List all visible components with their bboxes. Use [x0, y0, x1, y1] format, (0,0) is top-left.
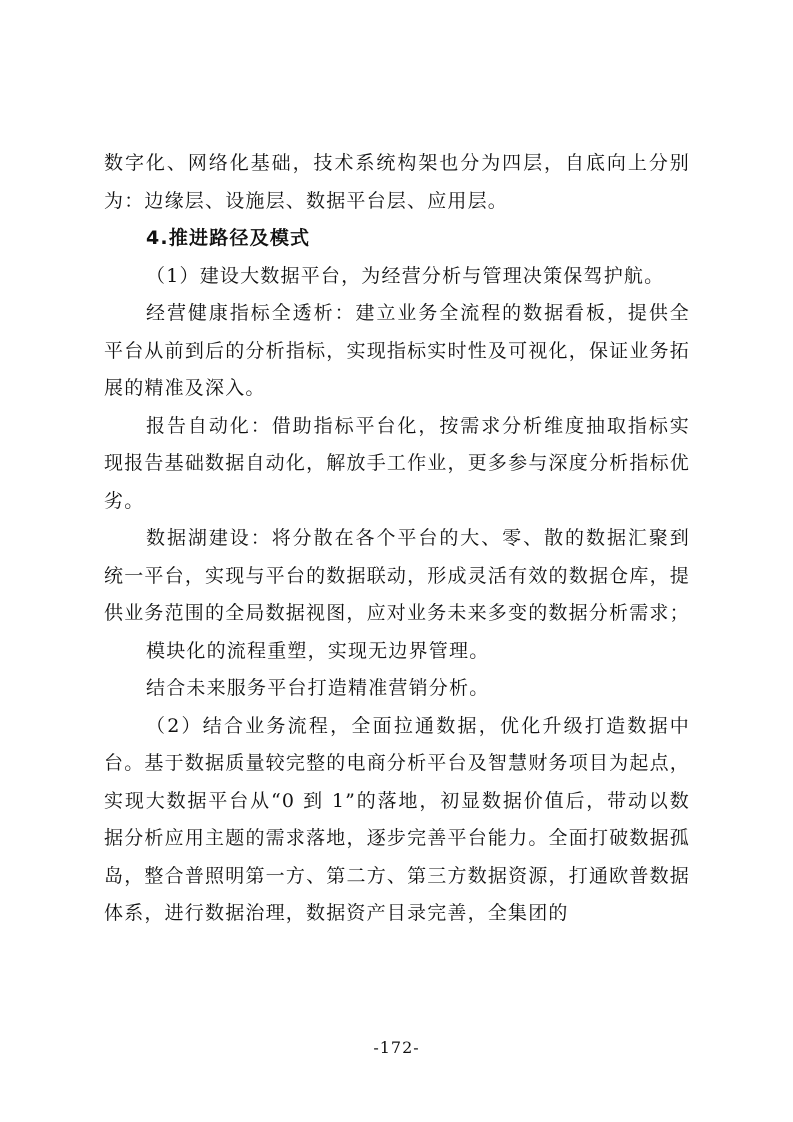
document-body — [104, 145, 690, 933]
page-number: -172- — [373, 1038, 420, 1057]
subsection-heading-1: （1）建设大数据平台，为经营分析与管理决策保驾护航。 — [146, 264, 665, 287]
subsection-paragraph-2: （2）结合业务流程，全面拉通数据，优化升级打造数据中台。基于数据质量较完整的电商分析平台及智慧财务项目为起点，实现大数据平台从“0 到 1”的落地，初显数据价值后，带动以数据分析应用主题的需求落地，逐步完善平台能力。全面打破数据孤岛，整合普照明第一方、第二方、第三方数据资源，打通欧普数据体系，进行数据治理，数据资产目录完善，全集团的 — [104, 714, 690, 924]
paragraph-marketing-analysis: 结合未来服务平台打造精准营销分析。 — [146, 677, 490, 699]
section-heading: 4.推进路径及模式 — [146, 227, 311, 249]
paragraph-process-reshaping: 模块化的流程重塑，实现无边界管理。 — [146, 639, 490, 662]
paragraph-health-indicators: 经营健康指标全透析：建立业务全流程的数据看板，提供全平台从前到后的分析指标，实现指标实时性及可视化，保证业务拓展的精准及深入。 — [104, 302, 690, 399]
paragraph-data-lake: 数据湖建设：将分散在各个平台的大、零、散的数据汇聚到统一平台，实现与平台的数据联动，形成灵活有效的数据仓库，提供业务范围的全局数据视图，应对业务未来多变的数据分析需求； — [104, 527, 690, 624]
paragraph-report-automation: 报告自动化：借助指标平台化，按需求分析维度抽取指标实现报告基础数据自动化，解放手工作业，更多参与深度分析指标优劣。 — [104, 414, 690, 512]
paragraph-continuation: 数字化、网络化基础，技术系统构架也分为四层，自底向上分别为：边缘层、设施层、数据平台层、应用层。 — [104, 152, 690, 212]
